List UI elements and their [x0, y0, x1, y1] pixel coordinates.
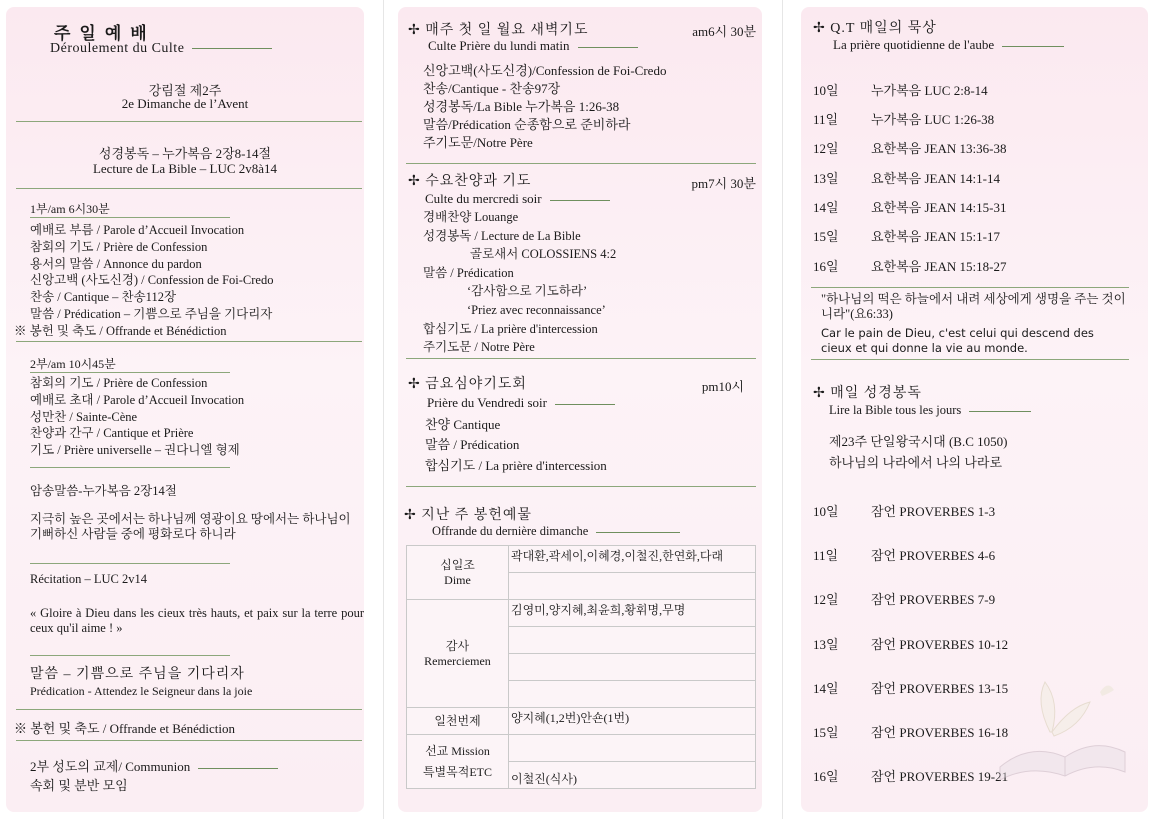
tithe-label: 십일조 Dime [407, 546, 509, 600]
list-item: 신앙고백(사도신경)/Confession de Foi-Credo [423, 63, 667, 78]
sunday-service-panel [6, 7, 364, 812]
sermon-fr: Prédication - Attendez le Seigneur dans la joie [30, 684, 253, 698]
list-item: 성경봉독 / Lecture de La Bible [423, 228, 581, 243]
mission-special-label: 선교 Mission 특별목적ETC [407, 735, 509, 789]
weekly-services-panel [398, 7, 762, 812]
divider [30, 467, 230, 468]
wednesday-title: ✢ 수요찬양과 기도 [408, 174, 532, 189]
table-row [407, 708, 756, 735]
list-item: 말씀 / Prédication – 기쁨으로 주님을 기다리자 [30, 306, 273, 321]
list-item: ‘Priez avec reconnaissance’ [467, 302, 606, 317]
memory-verse-header: 암송말씀-누가복음 2장14절 [30, 484, 177, 498]
service-order-title: Déroulement du Culte [50, 41, 272, 57]
qt-row: 11일 누가복음 LUC 1:26-38 [813, 112, 995, 127]
list-item: 합심기도 / La prière d'intercession [423, 321, 598, 336]
monday-prayer-title: ✢ 매주 첫 일 월요 새벽기도 [408, 23, 589, 38]
sunday-service-title: 주일예배 [54, 24, 156, 43]
list-item: 합심기도 / La prière d'intercession [425, 457, 607, 473]
daily-reading-subtitle: Lire la Bible tous les jours [829, 403, 1031, 418]
daily-reading-title: ✢ 매일 성경봉독 [813, 386, 922, 401]
recitation-label: Récitation – LUC 2v14 [30, 572, 147, 586]
service1-list [14, 222, 274, 340]
group-meeting-line: 속회 및 분반 모임 [30, 778, 128, 793]
offering-benediction: ※ 봉헌 및 축도 / Offrande et Bénédiction [14, 721, 236, 736]
monday-prayer-time: am6시 30분 [692, 24, 756, 39]
divider [30, 217, 230, 218]
scripture-reading-kr: 성경봉독 – 누가복음 2장8-14절 [98, 146, 272, 161]
wednesday-subtitle: Culte du mercredi soir [425, 191, 610, 207]
list-item: 주기도문/Notre Père [423, 135, 533, 150]
daily-reading-panel [801, 7, 1148, 812]
offering-table [406, 545, 756, 789]
verse-fr: Car le pain de Dieu, c'est celui qui descend des cieux et qui donne la vie au monde. [821, 326, 1094, 355]
divider [406, 358, 756, 359]
qt-subtitle: La prière quotidienne de l'aube [833, 37, 1064, 53]
recitation-fr: « Gloire à Dieu dans les cieux très hauts, et paix sur la terre pour ceux qu'il aime ! » [30, 606, 364, 635]
list-item: 말씀 / Prédication [425, 437, 520, 453]
qt-row: 13일 요한복음 JEAN 14:1-14 [813, 171, 1000, 186]
memory-verse-kr: 지극히 높은 곳에서는 하나님께 영광이요 땅에서는 하나님이 기뻐하신 사람들 중에 평화로다 하니라 [30, 512, 351, 541]
offering-subtitle: Offrande du dernière dimanche [432, 524, 680, 539]
table-row [407, 600, 756, 627]
ilchun-names: 양지혜(1,2번)안숀(1번) [509, 708, 756, 735]
scripture-reading-fr: Lecture de La Bible – LUC 2v8à14 [92, 161, 278, 176]
list-item: 참회의 기도 / Prière de Confession [30, 239, 208, 254]
divider [30, 563, 230, 564]
divider [30, 655, 230, 656]
reading-row: 15일 잠언 PROVERBES 16-18 [813, 725, 1009, 740]
column-divider-2 [782, 0, 783, 819]
advent-week-fr: 2e Dimanche de l’Avent [121, 96, 249, 111]
friday-time: pm10시 [701, 379, 744, 394]
friday-title: ✢ 금요심야기도회 [408, 377, 527, 392]
divider [406, 486, 756, 487]
list-item: 찬양과 간구 / Cantique et Prière [30, 426, 194, 441]
friday-subtitle: Prière du Vendredi soir [427, 395, 615, 411]
table-cell [509, 654, 756, 681]
list-item: 참회의 기도 / Prière de Confession [30, 376, 208, 390]
column-divider-1 [383, 0, 384, 819]
table-cell [509, 735, 756, 762]
service2-list [30, 375, 244, 459]
divider [811, 287, 1129, 288]
list-item: 성경봉독/La Bible 누가복음 1:26-38 [423, 99, 620, 114]
thanks-label: 감사 Remerciemen [407, 600, 509, 708]
qt-row: 12일 요한복음 JEAN 13:36-38 [813, 141, 1007, 156]
list-item: 말씀 / Prédication [423, 265, 514, 280]
table-cell [509, 573, 756, 600]
list-item: 찬송 / Cantique – 찬송112장 [30, 290, 177, 305]
tithe-names: 곽대환,곽세이,이혜경,이철진,한연화,다래 [509, 546, 756, 573]
list-item: 경배찬양 Louange [423, 210, 519, 224]
reading-row: 10일 잠언 PROVERBES 1-3 [813, 504, 996, 519]
bible-lily-decoration [990, 672, 1130, 782]
list-item: 예배로 초대 / Parole d’Accueil Invocation [30, 392, 245, 407]
divider [16, 188, 362, 189]
list-item: ‘감사함으로 기도하라’ [467, 284, 588, 299]
monday-prayer-list [423, 62, 666, 152]
qt-row: 10일 누가복음 LUC 2:8-14 [813, 83, 988, 98]
divider [16, 341, 362, 342]
list-item: 신앙고백 (사도신경) / Confession de Foi-Credo [30, 273, 274, 288]
reading-row: 14일 잠언 PROVERBES 13-15 [813, 681, 1009, 696]
service2-header: 2부/am 10시45분 [30, 357, 116, 371]
verse-kr: "하나님의 떡은 하늘에서 내려 세상에게 생명을 주는 것이니라"(요6:33) [821, 292, 1126, 321]
qt-title: ✢ Q.T 매일의 묵상 [813, 21, 937, 36]
list-item: 말씀/Prédication 순종함으로 준비하라 [423, 117, 631, 132]
divider [406, 163, 756, 164]
kingdom-line: 하나님의 나라에서 나의 나라로 [829, 455, 1003, 470]
week-line: 제23주 단일왕국시대 (B.C 1050) [829, 434, 1008, 449]
list-item: 기도 / Prière universelle – 권다니엘 형제 [30, 443, 240, 458]
table-row [407, 546, 756, 573]
qt-row: 16일 요한복음 JEAN 15:18-27 [813, 259, 1007, 274]
qt-row: 15일 요한복음 JEAN 15:1-17 [813, 229, 1000, 244]
reading-row: 12일 잠언 PROVERBES 7-9 [813, 592, 996, 607]
reading-row: 11일 잠언 PROVERBES 4-6 [813, 548, 996, 563]
offering-title: ✢ 지난 주 봉헌예물 [404, 508, 532, 523]
ilchun-label: 일천번제 [407, 708, 509, 735]
reading-row: 16일 잠언 PROVERBES 19-21 [813, 769, 1009, 784]
table-cell [509, 627, 756, 654]
divider [16, 740, 362, 741]
wednesday-list [423, 208, 616, 357]
special-names: 이철진(식사) [509, 762, 756, 789]
qt-row: 14일 요한복음 JEAN 14:15-31 [813, 200, 1007, 215]
table-cell [509, 681, 756, 708]
list-item: 용서의 말씀 / Annonce du pardon [30, 256, 202, 271]
communion-line: 2부 성도의 교제/ Communion [30, 756, 278, 775]
list-item: 찬양 Cantique [425, 417, 501, 432]
list-item: 찬송/Cantique - 찬송97장 [423, 81, 561, 96]
sermon-kr: 말씀 – 기쁨으로 주님을 기다리자 [30, 667, 245, 682]
reading-row: 13일 잠언 PROVERBES 10-12 [813, 637, 1009, 652]
divider [30, 372, 230, 373]
list-item: 주기도문 / Notre Père [423, 340, 535, 355]
divider [811, 359, 1129, 360]
divider [16, 121, 362, 122]
list-item: 골로새서 COLOSSIENS 4:2 [470, 247, 617, 262]
divider [16, 709, 362, 710]
wednesday-time: pm7시 30분 [691, 176, 756, 191]
monday-prayer-subtitle: Culte Prière du lundi matin [428, 38, 638, 54]
service1-header: 1부/am 6시30분 [30, 202, 110, 216]
friday-list [425, 415, 607, 476]
table-row [407, 735, 756, 762]
advent-week-kr: 강림절 제2주 [148, 83, 222, 98]
list-item: 성만찬 / Sainte-Cène [30, 409, 138, 424]
list-item: ※ 봉헌 및 축도 / Offrande et Bénédiction [14, 323, 227, 338]
list-item: 예배로 부름 / Parole d’Accueil Invocation [30, 223, 245, 237]
thanks-names: 김영미,양지혜,최윤희,황휘명,무명 [509, 600, 756, 627]
